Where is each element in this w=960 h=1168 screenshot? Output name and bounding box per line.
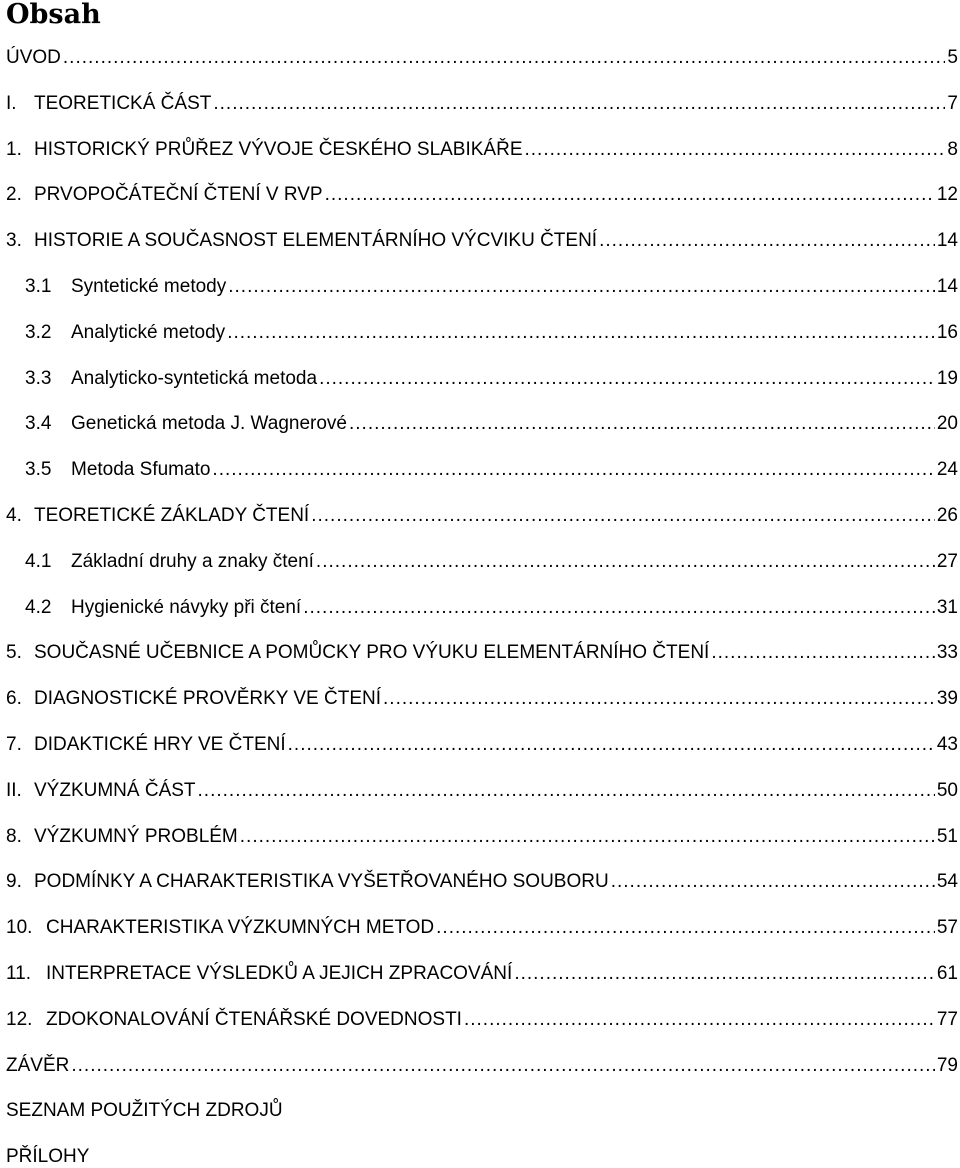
toc-entry-page: 14 (936, 230, 958, 252)
toc-entry-page: 33 (936, 642, 958, 664)
toc-entry-number: 11. (6, 963, 32, 984)
toc-dot-leader (349, 413, 935, 435)
toc-entry-page: 26 (936, 505, 958, 526)
toc-entry-number: I. (6, 92, 17, 114)
toc-entry[interactable] (6, 81, 958, 115)
toc-entry[interactable] (6, 722, 958, 756)
toc-entry-number: II. (6, 779, 22, 801)
toc-entry-page: 8 (947, 138, 958, 160)
toc-entry-label: ÚVOD (6, 47, 61, 68)
toc-entry[interactable] (25, 264, 958, 298)
toc-entry-page: 19 (936, 367, 958, 389)
toc-entry-label: PODMÍNKY A CHARAKTERISTIKA VYŠETŘOVANÉHO SOUBORU (34, 871, 609, 893)
toc-entry-number: 4.2 (25, 596, 52, 618)
toc-entry-label: INTERPRETACE VÝSLEDKŮ A JEJICH ZPRACOVÁNÍ (46, 963, 513, 984)
toc-dot-leader (303, 597, 935, 619)
toc-entry-label: HISTORICKÝ PRŮŘEZ VÝVOJE ČESKÉHO SLABIKÁŘE (34, 138, 523, 160)
toc-entry[interactable] (6, 1134, 706, 1168)
toc-entry-label: Genetická metoda J. Wagnerové (71, 413, 347, 435)
toc-dot-leader (311, 505, 935, 527)
toc-dot-leader (71, 1055, 935, 1077)
toc-entry-page: 77 (936, 1008, 958, 1030)
toc-entry-label: Analyticko-syntetická metoda (71, 367, 318, 389)
toc-entry-label: ZÁVĚR (6, 1054, 70, 1076)
toc-entry-page: 5 (947, 47, 958, 68)
toc-entry-label: TEORETICKÁ ČÁST (34, 92, 212, 114)
toc-entry[interactable] (6, 1043, 958, 1077)
toc-entry[interactable] (6, 905, 958, 939)
toc-dot-leader (288, 734, 935, 756)
toc-dot-leader (611, 871, 935, 893)
toc-entry-number: 4.1 (25, 550, 52, 572)
toc-dot-leader (63, 47, 946, 69)
toc-dot-leader (213, 93, 945, 115)
toc-entry[interactable] (6, 493, 958, 527)
toc-entry-label: Základní druhy a znaky čtení (71, 550, 314, 572)
toc-entry-label: TEORETICKÉ ZÁKLADY ČTENÍ (34, 505, 310, 526)
toc-entry[interactable] (25, 310, 958, 344)
toc-entry[interactable] (25, 447, 958, 481)
toc-entry-page: 54 (936, 871, 958, 893)
toc-entry-page: 39 (936, 688, 958, 710)
toc-dot-leader (464, 1009, 935, 1031)
toc-entry-label: PRVOPOČÁTEČNÍ ČTENÍ V RVP (34, 184, 323, 206)
toc-entry-page: 51 (936, 825, 958, 847)
toc-dot-leader (436, 917, 935, 939)
toc-entry[interactable] (25, 585, 958, 619)
toc-entry[interactable] (6, 676, 958, 710)
toc-entry-label: PŘÍLOHY (6, 1146, 90, 1168)
toc-entry[interactable] (6, 127, 958, 161)
toc-entry-label: SOUČASNÉ UČEBNICE A POMŮCKY PRO VÝUKU ELEMENTÁRNÍHO ČTENÍ (34, 642, 710, 664)
toc-entry-number: 1. (6, 138, 22, 160)
toc-entry[interactable] (6, 35, 958, 69)
toc-entry-page: 50 (936, 779, 958, 801)
toc-dot-leader (212, 459, 934, 481)
toc-dot-leader (198, 780, 935, 802)
toc-entry[interactable] (6, 814, 958, 848)
toc-entry-number: 3.5 (25, 459, 52, 481)
toc-entry[interactable] (25, 401, 958, 435)
toc-dot-leader (383, 688, 935, 710)
toc-entry-number: 10. (6, 917, 33, 939)
toc-entry-number: 2. (6, 184, 22, 206)
toc-dot-leader (316, 551, 935, 573)
toc-entry-label: Analytické metody (71, 321, 226, 343)
toc-entry-label: VÝZKUMNÝ PROBLÉM (34, 825, 238, 847)
toc-entry-number: 3.3 (25, 367, 52, 389)
toc-entry[interactable] (6, 218, 958, 252)
toc-entry-label: HISTORIE A SOUČASNOST ELEMENTÁRNÍHO VÝCVIKU ČTENÍ (34, 230, 598, 252)
toc-dot-leader (319, 368, 935, 390)
toc-entry-number: 5. (6, 642, 22, 664)
toc-dot-leader (228, 276, 935, 298)
toc-entry-label: Hygienické návyky při čtení (71, 596, 302, 618)
toc-entry-label: ZDOKONALOVÁNÍ ČTENÁŘSKÉ DOVEDNOSTI (46, 1008, 462, 1030)
toc-entry-label: Syntetické metody (71, 276, 227, 297)
toc-entry-page: 16 (936, 321, 958, 343)
toc-entry-label: DIAGNOSTICKÉ PROVĚRKY VE ČTENÍ (34, 688, 382, 710)
toc-entry[interactable] (6, 630, 958, 664)
toc-dot-leader (325, 184, 935, 206)
toc-entry-number: 4. (6, 505, 22, 526)
toc-entry-page: 79 (936, 1054, 958, 1076)
toc-entry-label: Metoda Sfumato (71, 459, 211, 481)
toc-entry-page: 24 (936, 459, 958, 481)
toc-entry-page: 7 (947, 92, 958, 114)
toc-dot-leader (227, 322, 935, 344)
toc-entry-page: 27 (936, 550, 958, 572)
toc-entry[interactable] (25, 539, 958, 573)
toc-entry-number: 7. (6, 734, 22, 755)
toc-entry-number: 3.1 (25, 276, 52, 297)
toc-dot-leader (240, 826, 935, 848)
toc-entry-page: 43 (936, 734, 958, 755)
toc-entry[interactable] (6, 768, 958, 802)
toc-entry[interactable] (6, 951, 958, 985)
toc-entry-number: 8. (6, 825, 22, 847)
toc-dot-leader (514, 963, 935, 985)
toc-dot-leader (525, 139, 946, 161)
toc-entry[interactable] (6, 859, 958, 893)
toc-dot-leader (711, 642, 935, 664)
toc-entry-number: 9. (6, 871, 22, 893)
toc-entry-number: 3.2 (25, 321, 52, 343)
toc-entry[interactable] (6, 172, 958, 206)
page-title: Obsah (6, 0, 101, 30)
toc-entry-page: 31 (936, 596, 958, 618)
toc-entry-number: 3. (6, 230, 22, 252)
toc-entry-number: 3.4 (25, 413, 52, 435)
toc-entry-page: 61 (936, 963, 958, 984)
toc-entry-page: 20 (936, 413, 958, 435)
toc-entry[interactable] (6, 997, 958, 1031)
toc-entry-page: 14 (936, 276, 958, 297)
toc-entry-number: 6. (6, 688, 22, 710)
toc-entry-number: 12. (6, 1008, 33, 1030)
toc-entry[interactable] (6, 1088, 706, 1122)
toc-dot-leader (599, 230, 935, 252)
toc-entry-label: SEZNAM POUŽITÝCH ZDROJŮ (6, 1100, 283, 1122)
toc-entry-page: 12 (936, 184, 958, 206)
toc-entry-page: 57 (936, 917, 958, 939)
toc-entry-label: VÝZKUMNÁ ČÁST (34, 779, 196, 801)
toc-entry-label: DIDAKTICKÉ HRY VE ČTENÍ (34, 734, 286, 755)
toc-entry-label: CHARAKTERISTIKA VÝZKUMNÝCH METOD (46, 917, 435, 939)
toc-entry[interactable] (25, 356, 958, 390)
